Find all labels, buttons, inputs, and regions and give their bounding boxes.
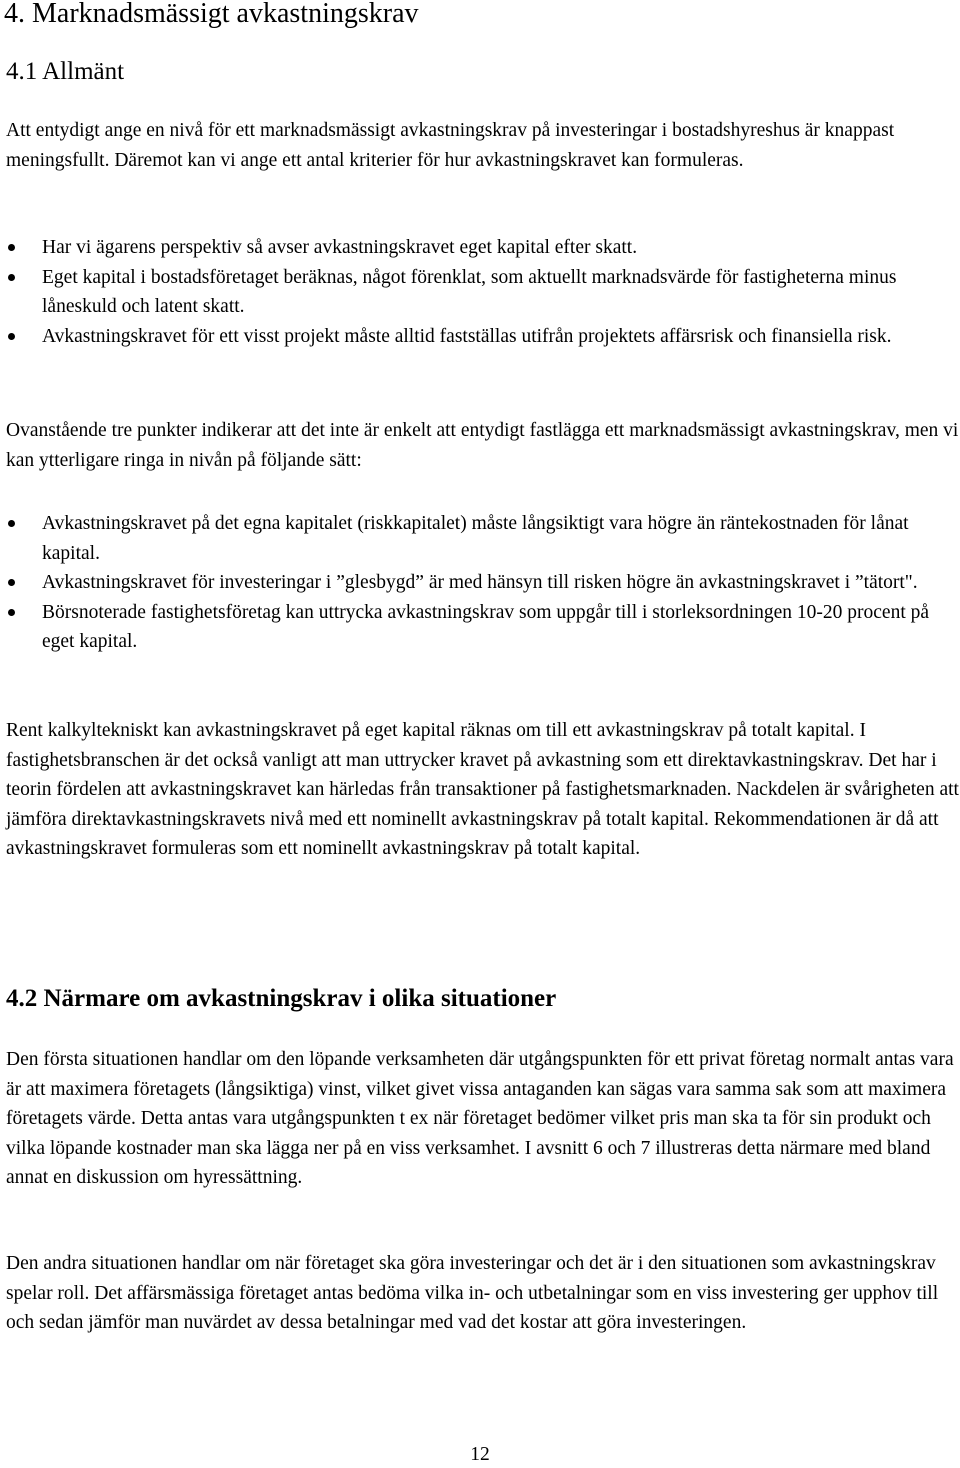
list-item-text: Eget kapital i bostadsföretaget beräknas, något förenklat, som aktuellt marknadsvärde för fastigheterna minus låneskuld och latent skatt. bbox=[42, 266, 897, 318]
level-list bbox=[0, 509, 960, 657]
criteria-list bbox=[0, 233, 960, 351]
list-item bbox=[0, 598, 956, 657]
list-item bbox=[0, 509, 956, 568]
list-item bbox=[0, 568, 956, 598]
list-item-text: Avkastningskravet för investeringar i ”glesbygd” är med hänsyn till risken högre än avkastningskravet i ”tätort". bbox=[42, 572, 918, 594]
page-number: 12 bbox=[470, 1444, 490, 1465]
intro-paragraph: Att entydigt ange en nivå för ett marknadsmässigt avkastningskrav på investeringar i bostadshyreshus är knappast meningsfullt. Däremot kan vi ange ett antal kriterier för hur avkastningskravet kan formuleras. bbox=[6, 120, 895, 171]
bullet-icon bbox=[8, 244, 15, 251]
list-item bbox=[0, 263, 956, 322]
first-situation-paragraph: Den första situationen handlar om den löpande verksamheten där utgångspunkten för ett privat företag normalt antas vara är att maximera företagets (långsiktiga) vinst, vilket givet vissa antaganden kan sägas vara samma sak som att maximera företagets värde. Detta antas vara utgångspunkten t ex när företaget bedömer vilket pris man ska ta för sin produkt och vilka löpande kostnader man ska lägga ner på en viss verksamhet. I avsnitt 6 och 7 illustreras detta närmare med bland annat en diskussion om hyressättning. bbox=[6, 1049, 954, 1189]
bullet-icon bbox=[8, 274, 15, 281]
list-item bbox=[0, 322, 956, 352]
list-item-text: Avkastningskravet för ett visst projekt måste alltid fastställas utifrån projektets affärsrisk och finansiella risk. bbox=[42, 325, 892, 347]
section-heading-4-2: 4.2 Närmare om avkastningskrav i olika situationer bbox=[6, 985, 557, 1012]
section-heading-4-1: 4.1 Allmänt bbox=[6, 58, 125, 85]
bullet-icon bbox=[8, 609, 15, 616]
bullet-icon bbox=[8, 579, 15, 586]
second-situation-paragraph: Den andra situationen handlar om när företaget ska göra investeringar och det är i den situationen som avkastningskrav spelar roll. Det affärsmässiga företaget antas bedöma vilka in- och utbetalningar som en viss investering ger upphov till och sedan jämför man nuvärdet av dessa betalningar med vad det kostar att göra investeringen. bbox=[6, 1253, 939, 1334]
list-item-text: Börsnoterade fastighetsföretag kan uttrycka avkastningskrav som uppgår till i storleksordningen 10-20 procent på eget kapital. bbox=[42, 601, 930, 653]
list-item-text: Har vi ägarens perspektiv så avser avkastningskravet eget kapital efter skatt. bbox=[42, 237, 638, 258]
list-item-text: Avkastningskravet på det egna kapitalet (riskkapitalet) måste långsiktigt vara högre än räntekostnaden för lånat kapital. bbox=[42, 513, 909, 564]
list-item bbox=[0, 233, 956, 263]
chapter-heading: 4. Marknadsmässigt avkastningskrav bbox=[4, 0, 419, 29]
calculation-paragraph: Rent kalkyltekniskt kan avkastningskravet på eget kapital räknas om till ett avkastningskrav på totalt kapital. I fastighetsbranschen är det också vanligt att man uttrycker kravet på avkastning som ett direktavkastningskrav. Det har i teorin fördelen att avkastningskravet kan härledas från transaktioner på fastighetsmarknaden. Nackdelen är svårigheten att jämföra direktavkastningskravets nivå med ett nominellt avkastningskrav på totalt kapital. Rekommendationen är då att avkastningskravet formuleras som ett nominellt avkastningskrav på totalt kapital. bbox=[6, 720, 959, 860]
summary-paragraph: Ovanstående tre punkter indikerar att det inte är enkelt att entydigt fastlägga ett marknadsmässigt avkastningskrav, men vi kan ytterligare ringa in nivån på följande sätt: bbox=[6, 420, 959, 471]
bullet-icon bbox=[8, 333, 15, 340]
bullet-icon bbox=[8, 520, 15, 527]
